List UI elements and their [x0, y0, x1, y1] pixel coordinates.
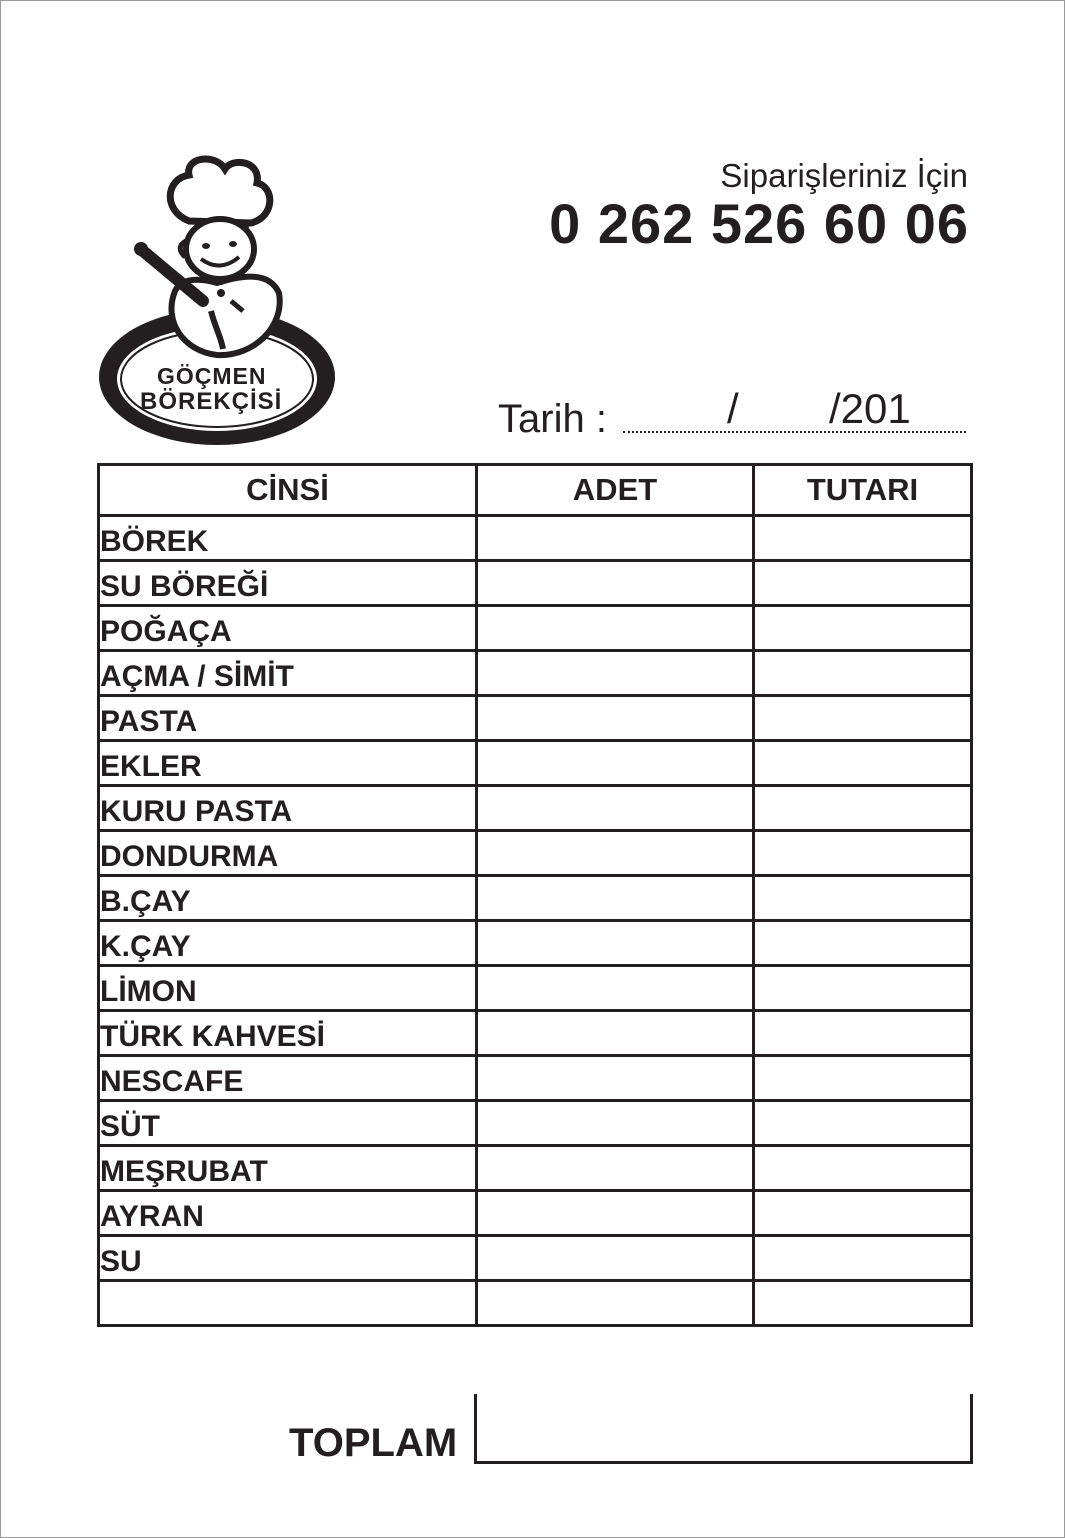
quantity-cell[interactable] [477, 1191, 754, 1236]
quantity-cell[interactable] [477, 1146, 754, 1191]
amount-cell[interactable] [754, 786, 972, 831]
table-row [99, 606, 972, 651]
item-name: LİMON [99, 966, 477, 1011]
table-row [99, 1011, 972, 1056]
table-header-row [99, 465, 972, 516]
item-name: MEŞRUBAT [99, 1146, 477, 1191]
brand-name-line2: BÖREKÇİSİ [140, 388, 283, 415]
phone-number: 0 262 526 60 06 [549, 192, 969, 255]
quantity-cell[interactable] [477, 1101, 754, 1146]
item-name: SÜT [99, 1101, 477, 1146]
item-name: SU [99, 1236, 477, 1281]
amount-cell[interactable] [754, 876, 972, 921]
amount-cell[interactable] [754, 516, 972, 561]
item-name: B.ÇAY [99, 876, 477, 921]
table-row [99, 1236, 972, 1281]
table-row [99, 696, 972, 741]
amount-cell[interactable] [754, 831, 972, 876]
table-row [99, 561, 972, 606]
table-row [99, 516, 972, 561]
quantity-cell[interactable] [477, 516, 754, 561]
table-row [99, 1191, 972, 1236]
amount-cell[interactable] [754, 1146, 972, 1191]
quantity-cell[interactable] [477, 1236, 754, 1281]
column-header-quantity: ADET [477, 465, 754, 516]
quantity-cell[interactable] [477, 786, 754, 831]
item-name [99, 1281, 477, 1326]
item-name: DONDURMA [99, 831, 477, 876]
table-row [99, 1146, 972, 1191]
item-name: PASTA [99, 696, 477, 741]
item-name: NESCAFE [99, 1056, 477, 1101]
amount-cell[interactable] [754, 696, 972, 741]
amount-cell[interactable] [754, 1101, 972, 1146]
item-name: POĞAÇA [99, 606, 477, 651]
quantity-cell[interactable] [477, 561, 754, 606]
column-header-item: CİNSİ [99, 465, 477, 516]
table-row [99, 1281, 972, 1326]
table-row [99, 876, 972, 921]
order-caption: Siparişleriniz İçin [720, 157, 968, 194]
quantity-cell[interactable] [477, 876, 754, 921]
table-row [99, 966, 972, 1011]
item-name: KURU PASTA [99, 786, 477, 831]
item-name: TÜRK KAHVESİ [99, 1011, 477, 1056]
table-row [99, 1056, 972, 1101]
quantity-cell[interactable] [477, 966, 754, 1011]
total-amount-field[interactable] [474, 1394, 973, 1464]
table-row [99, 651, 972, 696]
item-name: K.ÇAY [99, 921, 477, 966]
amount-cell[interactable] [754, 966, 972, 1011]
quantity-cell[interactable] [477, 921, 754, 966]
brand-name-line1: GÖÇMEN [157, 363, 267, 389]
quantity-cell[interactable] [477, 1056, 754, 1101]
amount-cell[interactable] [754, 1236, 972, 1281]
amount-cell[interactable] [754, 651, 972, 696]
quantity-cell[interactable] [477, 741, 754, 786]
quantity-cell[interactable] [477, 831, 754, 876]
table-row [99, 1101, 972, 1146]
table-row [99, 786, 972, 831]
table-row [99, 921, 972, 966]
amount-cell[interactable] [754, 741, 972, 786]
quantity-cell[interactable] [477, 1011, 754, 1056]
total-label: TOPLAM [289, 1421, 458, 1465]
item-name: SU BÖREĞİ [99, 561, 477, 606]
amount-cell[interactable] [754, 1011, 972, 1056]
date-separator: / [727, 385, 739, 432]
amount-cell[interactable] [754, 1191, 972, 1236]
quantity-cell[interactable] [477, 651, 754, 696]
quantity-cell[interactable] [477, 606, 754, 651]
amount-cell[interactable] [754, 921, 972, 966]
quantity-cell[interactable] [477, 696, 754, 741]
amount-cell[interactable] [754, 561, 972, 606]
item-name: EKLER [99, 741, 477, 786]
quantity-cell[interactable] [477, 1281, 754, 1326]
amount-cell[interactable] [754, 1281, 972, 1326]
amount-cell[interactable] [754, 606, 972, 651]
item-name: AÇMA / SİMİT [99, 651, 477, 696]
item-name: BÖREK [99, 516, 477, 561]
date-input-line[interactable] [623, 431, 966, 433]
date-label: Tarih : [498, 397, 607, 441]
order-table [97, 463, 973, 1327]
column-header-amount: TUTARI [754, 465, 972, 516]
date-year-prefix: /201 [829, 385, 911, 432]
amount-cell[interactable] [754, 1056, 972, 1101]
table-row [99, 831, 972, 876]
item-name: AYRAN [99, 1191, 477, 1236]
table-row [99, 741, 972, 786]
